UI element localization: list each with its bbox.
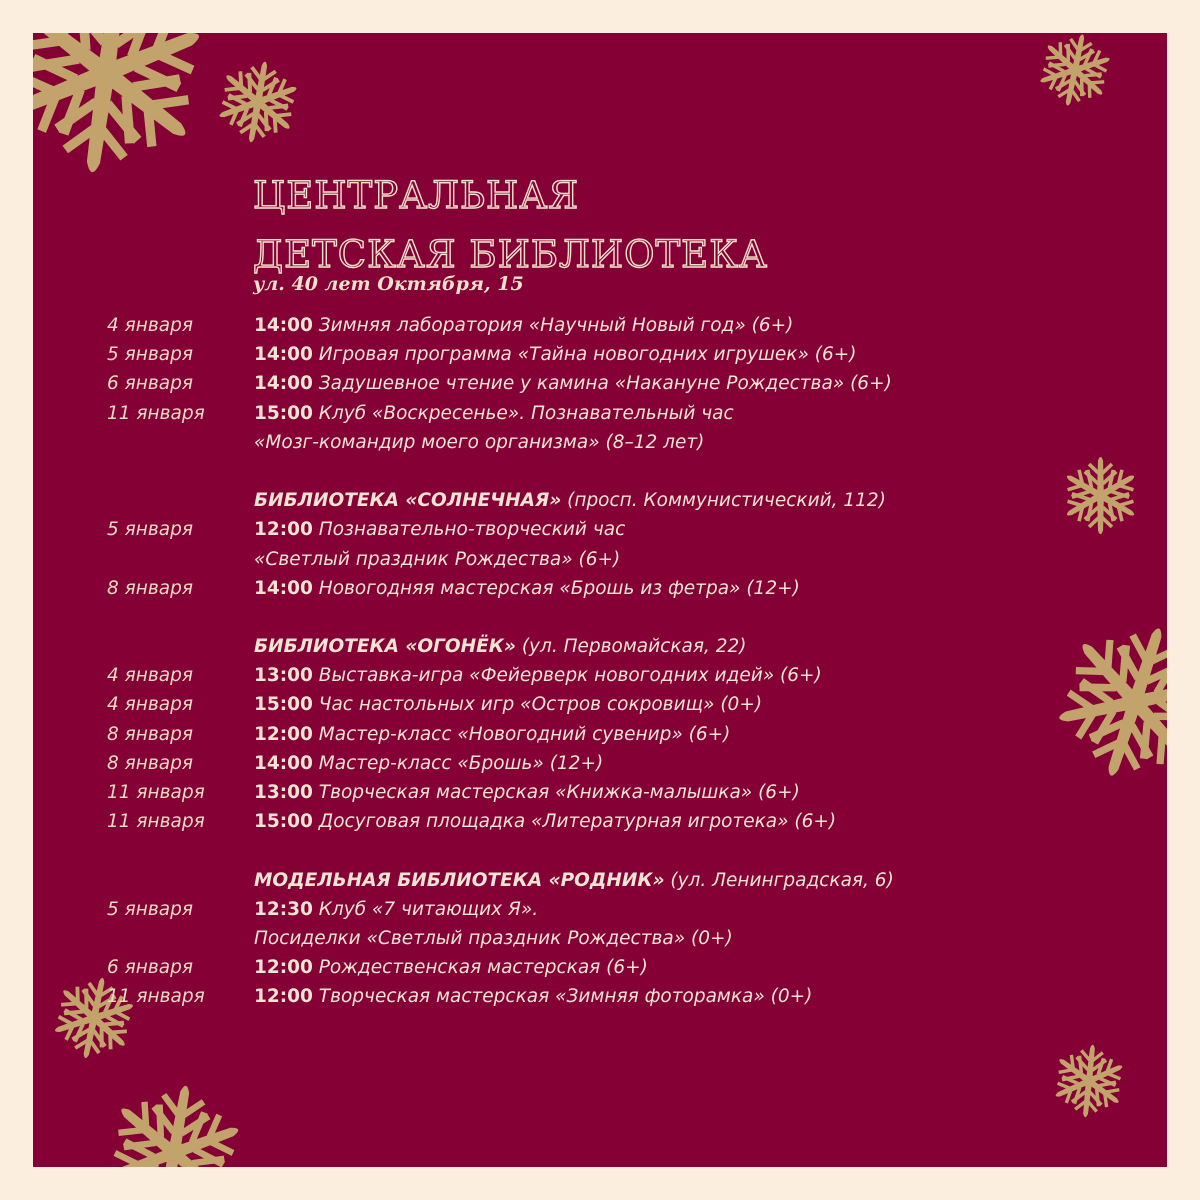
event-description: Познавательно-творческий час [318, 519, 626, 541]
event-time: 15:00 [254, 811, 313, 833]
section-header [33, 486, 1167, 515]
event-time: 12:00 [254, 957, 313, 979]
event-date: 4 января [107, 665, 193, 687]
event-row [33, 369, 1167, 398]
event-content [254, 807, 836, 836]
event-date: 6 января [107, 373, 193, 395]
event-content [254, 778, 800, 807]
event-content [254, 661, 822, 690]
snowflake-icon [87, 1066, 261, 1167]
event-time: 12:30 [254, 898, 313, 920]
event-row [33, 399, 1167, 428]
event-row-continuation [33, 545, 1167, 574]
event-time: 12:00 [254, 723, 313, 745]
section-address: (просп. Коммунистический, 112) [567, 490, 886, 512]
event-time: 14:00 [254, 344, 313, 366]
event-content [254, 749, 603, 778]
event-date: 11 января [107, 402, 205, 424]
event-row [33, 720, 1167, 749]
event-date: 11 января [107, 811, 205, 833]
event-time: 14:00 [254, 315, 313, 336]
event-time: 14:00 [254, 577, 313, 599]
event-time: 12:00 [254, 519, 313, 541]
event-time: 15:00 [254, 694, 313, 716]
event-row [33, 311, 1167, 340]
event-content [254, 895, 538, 924]
section-header-text [254, 866, 894, 895]
snowflake-icon [1028, 33, 1123, 117]
event-row [33, 340, 1167, 369]
section-header-text [254, 486, 886, 515]
event-row [33, 749, 1167, 778]
event-row [33, 515, 1167, 544]
section-header-text [254, 632, 746, 661]
event-date: 4 января [107, 694, 193, 716]
event-description: Час настольных игр «Остров сокровищ» (0+) [318, 694, 763, 716]
event-description: Мастер-класс «Новогодний сувенир» (6+) [318, 723, 731, 745]
event-row [33, 690, 1167, 719]
event-date: 11 января [107, 986, 205, 1008]
event-description: Творческая мастерская «Книжка-малышка» (6+) [318, 782, 800, 803]
snowflake-icon [206, 50, 310, 154]
section-name: МОДЕЛЬНАЯ БИБЛИОТЕКА «РОДНИК» [254, 869, 665, 891]
poster-panel [33, 33, 1167, 1167]
event-description: Выставка-игра «Фейерверк новогодних идей» (6+) [318, 665, 822, 687]
event-time: 13:00 [254, 782, 313, 803]
event-date: 5 января [107, 519, 193, 541]
event-row-continuation [33, 428, 1167, 457]
event-description-continuation: «Светлый праздник Рождества» (6+) [254, 548, 621, 570]
event-date: 8 января [107, 752, 193, 774]
event-row [33, 574, 1167, 603]
event-content [254, 720, 730, 749]
event-time: 14:00 [254, 373, 313, 395]
event-content [254, 369, 892, 398]
event-description: Игровая программа «Тайна новогодних игрушек» (6+) [318, 344, 857, 366]
event-content [254, 574, 800, 603]
event-row [33, 953, 1167, 982]
event-description: Задушевное чтение у камина «Накануне Рождества» (6+) [318, 373, 892, 395]
event-description: Клуб «7 читающих Я». [318, 898, 539, 920]
event-description-continuation: Посиделки «Светлый праздник Рождества» (0+) [254, 927, 733, 949]
event-content [254, 690, 762, 719]
event-description: Творческая мастерская «Зимняя фоторамка» (0+) [318, 986, 813, 1008]
event-date: 6 января [107, 957, 193, 979]
event-description: Рождественская мастерская (6+) [318, 957, 648, 979]
event-row [33, 807, 1167, 836]
event-time: 13:00 [254, 665, 313, 687]
event-content [254, 953, 648, 982]
event-description: Новогодняя мастерская «Брошь из фетра» (12+) [318, 577, 800, 599]
section-address: (ул. Ленинградская, 6) [670, 869, 894, 891]
event-time: 15:00 [254, 402, 313, 424]
event-description: Досуговая площадка «Литературная игротека» (6+) [318, 811, 837, 833]
event-time: 14:00 [254, 752, 313, 774]
snowflake-icon [1045, 1037, 1133, 1125]
event-content [254, 311, 793, 340]
event-row [33, 895, 1167, 924]
event-date: 5 января [107, 344, 193, 366]
event-time: 12:00 [254, 986, 313, 1008]
event-content [254, 982, 812, 1011]
library-title-line-2: ДЕТСКАЯ БИБЛИОТЕКА [253, 233, 768, 276]
library-title-line-1: ЦЕНТРАЛЬНАЯ [253, 174, 580, 217]
section-address: (ул. Первомайская, 22) [521, 636, 747, 658]
event-description: Мастер-класс «Брошь» (12+) [318, 752, 604, 774]
section-header [33, 866, 1167, 895]
event-row [33, 778, 1167, 807]
event-date: 5 января [107, 898, 193, 920]
event-row [33, 982, 1167, 1011]
section-name: БИБЛИОТЕКА «ОГОНЁК» [254, 636, 516, 658]
event-date: 8 января [107, 577, 193, 599]
section-name: БИБЛИОТЕКА «СОЛНЕЧНАЯ» [254, 490, 562, 512]
event-row-continuation [33, 924, 1167, 953]
event-description-continuation: «Мозг-командир моего организма» (8–12 лет) [254, 431, 705, 453]
schedule [33, 311, 1167, 1012]
section-header [33, 632, 1167, 661]
library-address: ул. 40 лет Октября, 15 [253, 273, 524, 295]
event-date: 8 января [107, 723, 193, 745]
event-row [33, 661, 1167, 690]
snowflake-icon [33, 33, 230, 197]
event-content [254, 340, 856, 369]
event-content [254, 515, 625, 544]
event-date: 4 января [107, 315, 193, 336]
event-content [254, 399, 734, 428]
event-date: 11 января [107, 782, 205, 803]
event-description: Клуб «Воскресенье». Познавательный час [318, 402, 734, 424]
event-description: Зимняя лаборатория «Научный Новый год» (6+) [318, 315, 794, 336]
